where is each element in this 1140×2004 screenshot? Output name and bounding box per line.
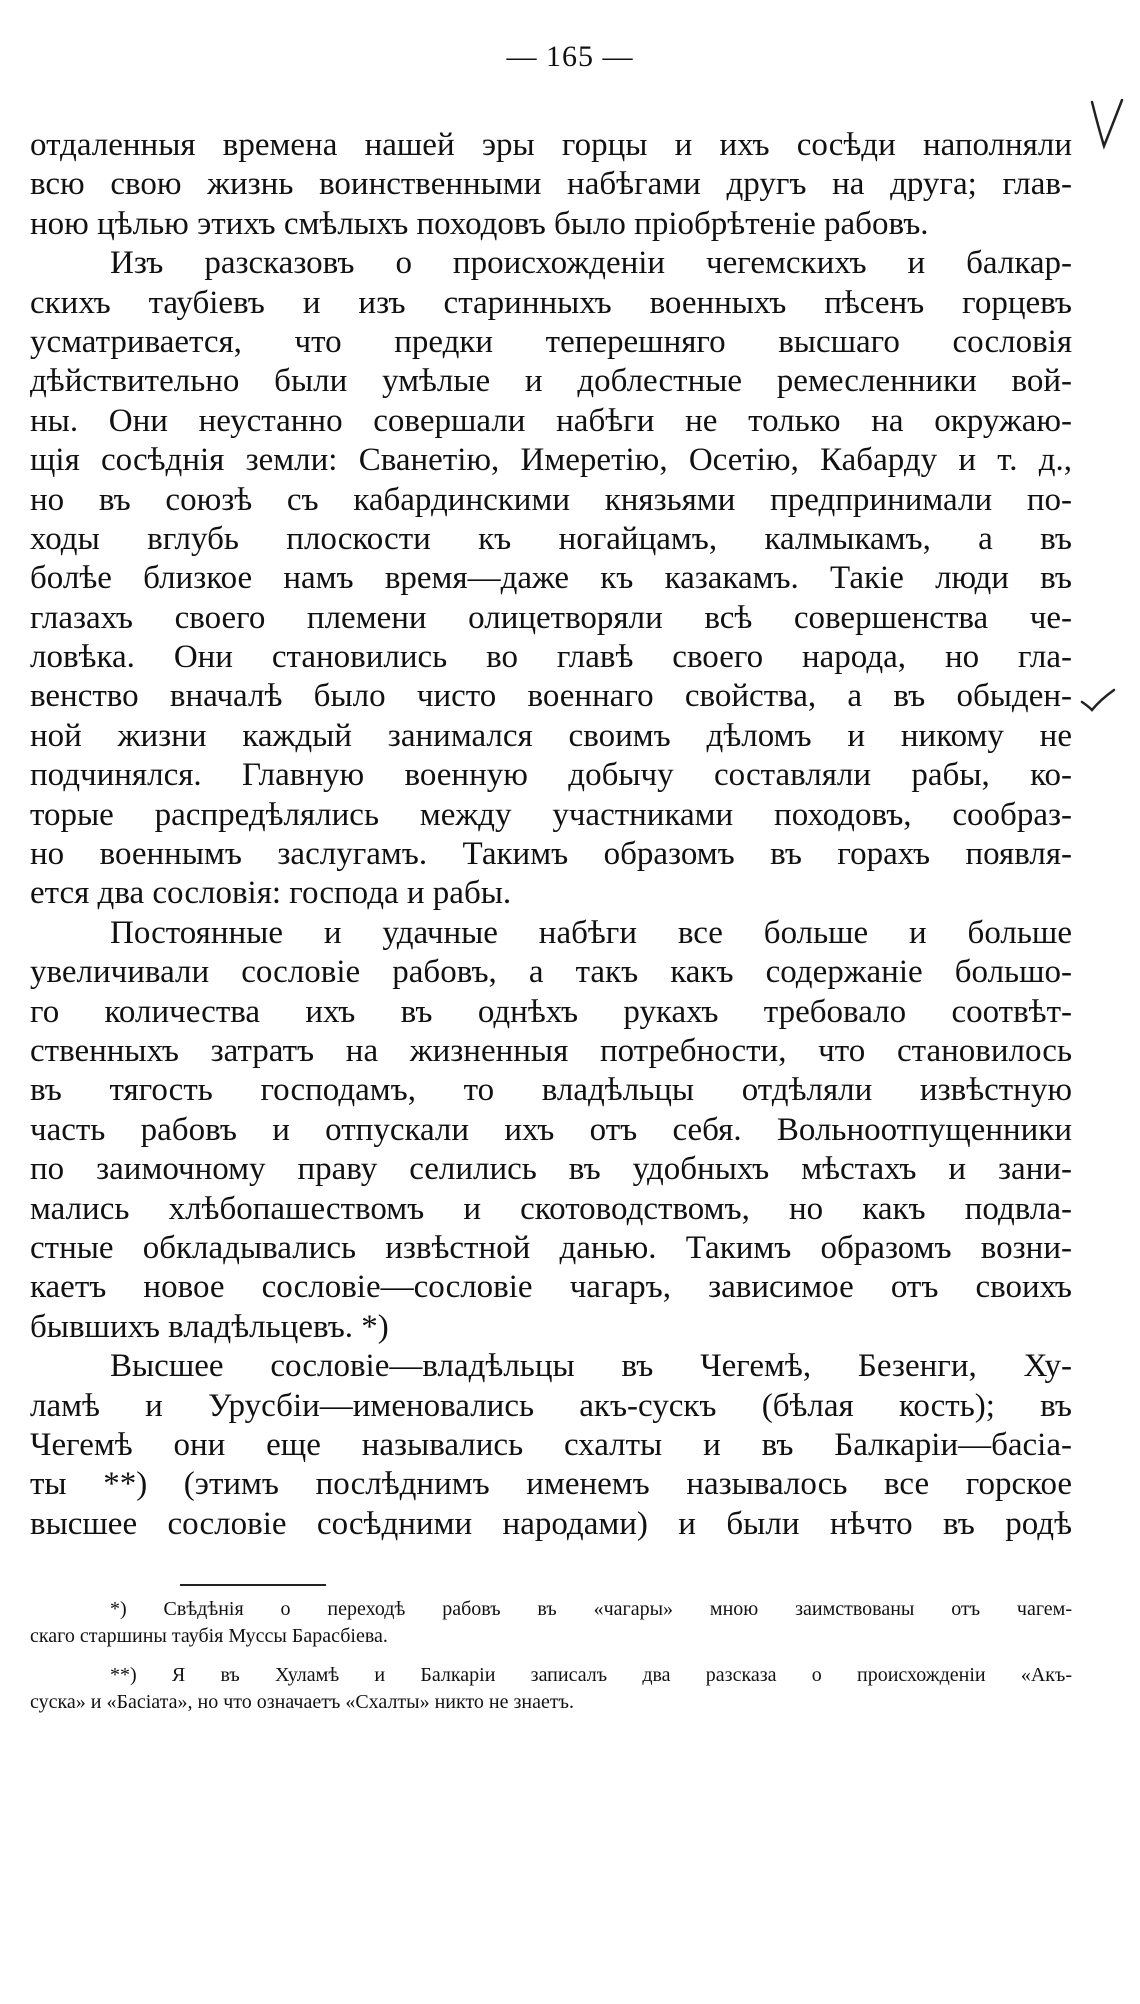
text-line: Изъ разсказовъ о происхожденіи чегемскихъ и балкар- <box>110 245 1072 282</box>
text-line: отдаленныя времена нашей эры горцы и ихъ сосѣди наполняли <box>30 127 1072 163</box>
text-line: Чегемѣ они еще назывались схалты и въ Балкаріи—басіа- <box>30 1426 1072 1463</box>
text-line: въ тягость господамъ, то владѣльцы отдѣляли извѣстную <box>30 1072 1072 1109</box>
text-line: глазахъ своего племени олицетворяли всѣ совершенства че- <box>30 599 1072 636</box>
text-line: каетъ новое сословіе—сословіе чагаръ, зависимое отъ своихъ <box>30 1269 1072 1306</box>
footnote-line: скаго старшины таубія Муссы Барасбіева. <box>30 1625 388 1647</box>
text-line: венство вначалѣ было чисто военнаго свойства, а въ обыден- <box>30 678 1072 715</box>
margin-check-icon <box>1088 96 1128 156</box>
text-line: Постоянные и удачные набѣги все больше и больше <box>110 914 1072 951</box>
text-line: дѣйствительно были умѣлые и доблестные ремесленники вой- <box>30 363 1072 400</box>
text-line: по заимочному праву селились въ удобныхъ мѣстахъ и зани- <box>30 1151 1072 1188</box>
text-line: Высшее сословіе—владѣльцы въ Чегемѣ, Безенги, Ху- <box>110 1348 1072 1385</box>
footnote-line: суска» и «Басіата», но что означаетъ «Схалты» никто не знаетъ. <box>30 1691 574 1713</box>
text-line: ной жизни каждый занимался своимъ дѣломъ и никому не <box>30 717 1072 754</box>
text-line: ною цѣлью этихъ смѣлыхъ походовъ было пріобрѣтеніе рабовъ. <box>30 205 929 242</box>
text-line: всю свою жизнь воинственными набѣгами другъ на друга; глав- <box>30 166 1072 203</box>
text-line: торые распредѣлялись между участниками походовъ, сообраз- <box>30 796 1072 833</box>
text-line: но военнымъ заслугамъ. Такимъ образомъ въ горахъ появля- <box>30 836 1072 873</box>
text-line: усматривается, что предки теперешняго высшаго сословія <box>30 323 1072 360</box>
text-line: ламѣ и Урусбіи—именовались акъ-сускъ (бѣлая кость); въ <box>30 1387 1072 1424</box>
text-line: увеличивали сословіе рабовъ, а такъ какъ содержаніе большо- <box>30 954 1072 991</box>
text-line: но въ союзѣ съ кабардинскими князьями предпринимали по- <box>30 481 1072 518</box>
text-line: бывшихъ владѣльцевъ. *) <box>30 1308 389 1345</box>
text-line: ловѣка. Они становились во главѣ своего народа, но гла- <box>30 639 1072 676</box>
margin-tick-icon <box>1078 686 1118 718</box>
footnote-line: *) Свѣдѣнія о переходѣ рабовъ въ «чагары» мною заимствованы отъ чагем- <box>110 1598 1072 1620</box>
text-line: ходы вглубь плоскости къ ногайцамъ, калмыкамъ, а въ <box>30 520 1072 557</box>
text-line: ется два сословія: господа и рабы. <box>30 875 512 912</box>
page-number: — 165 — <box>506 40 634 73</box>
text-line: стные обкладывались извѣстной данью. Такимъ образомъ возни- <box>30 1229 1072 1266</box>
text-line: ны. Они неустанно совершали набѣги не только на окружаю- <box>30 402 1072 439</box>
text-line: скихъ таубіевъ и изъ старинныхъ военныхъ пѣсенъ горцевъ <box>30 284 1072 321</box>
body-text <box>30 126 1072 1544</box>
text-line: мались хлѣбопашествомъ и скотоводствомъ, но какъ подвла- <box>30 1190 1072 1227</box>
text-line: подчинялся. Главную военную добычу составляли рабы, ко- <box>30 757 1072 794</box>
footnotes <box>30 1596 1072 1716</box>
text-line: часть рабовъ и отпускали ихъ отъ себя. Вольноотпущенники <box>30 1111 1072 1148</box>
text-line: ты **) (этимъ послѣднимъ именемъ называлось все горское <box>30 1466 1072 1503</box>
footnote-divider <box>180 1584 326 1586</box>
text-line: ственныхъ затратъ на жизненныя потребности, что становилось <box>30 1032 1072 1069</box>
text-line: го количества ихъ въ однѣхъ рукахъ требовало соотвѣт- <box>30 993 1072 1030</box>
footnote-line: **) Я въ Хуламѣ и Балкаріи записалъ два разсказа о происхожденіи «Акъ- <box>110 1664 1072 1686</box>
footnote-gap <box>30 1650 1072 1662</box>
text-line: высшее сословіе сосѣдними народами) и были нѣчто въ родѣ <box>30 1505 1072 1542</box>
text-line: щія сосѣднія земли: Сванетію, Имеретію, Осетію, Кабарду и т. д., <box>30 442 1072 479</box>
text-line: болѣе близкое намъ время—даже къ казакамъ. Такіе люди въ <box>30 560 1072 597</box>
